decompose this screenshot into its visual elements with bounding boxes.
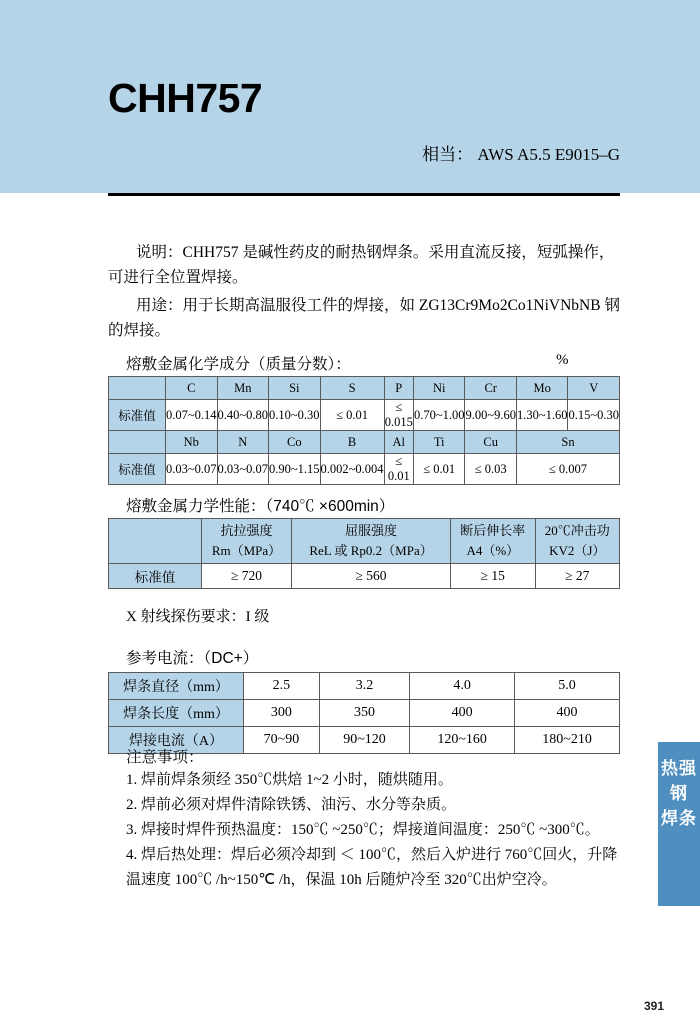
mech-header-tensile-line1: 抗拉强度	[220, 523, 273, 538]
page-title: CHH757	[108, 75, 263, 121]
chem-unit-label: %	[556, 352, 569, 368]
mech-row-label: 标准值	[109, 564, 202, 589]
notes-title: 注意事项：	[126, 749, 204, 766]
chem-value-nb: 0.03~0.07	[166, 454, 218, 485]
chem-value-c: 0.07~0.14	[166, 400, 218, 431]
chem-value-s: ≤ 0.01	[320, 400, 384, 431]
current-row-label-length: 焊条长度（mm）	[109, 700, 244, 727]
current-length-2: 350	[319, 700, 409, 727]
usage-paragraph: 用途：用于长期高温服役工件的焊接，如 ZG13Cr9Mo2Co1NiVNbNB 钢的焊接。	[108, 297, 620, 339]
side-tab-line2: 焊条	[661, 809, 697, 828]
reference-current-table	[108, 672, 620, 754]
mech-header-impact	[535, 519, 619, 564]
mech-header-elongation-line2: A4（%）	[466, 543, 520, 558]
chem-section-title: 熔敷金属化学成分（质量分数）：	[126, 356, 351, 373]
side-tab-category	[658, 742, 700, 906]
chem-corner-cell-2	[109, 431, 166, 454]
current-diameter-4: 5.0	[515, 673, 620, 700]
table-row	[109, 673, 620, 700]
chem-header-cu: Cu	[465, 431, 517, 454]
chem-value-sn: ≤ 0.007	[516, 454, 619, 485]
chem-row-label-2: 标准值	[109, 454, 166, 485]
header-divider	[108, 193, 620, 196]
chem-value-ti: ≤ 0.01	[413, 454, 465, 485]
chem-row-label-1: 标准值	[109, 400, 166, 431]
mech-value-tensile: ≥ 720	[202, 564, 292, 589]
mech-header-yield	[291, 519, 450, 564]
current-length-3: 400	[410, 700, 515, 727]
description-paragraph: 说明：CHH757 是碱性药皮的耐热钢焊条。采用直流反接，短弧操作，可进行全位置焊接。	[108, 244, 615, 286]
mech-value-impact: ≥ 27	[535, 564, 619, 589]
chem-header-cr: Cr	[465, 377, 517, 400]
note-item-3: 3. 焊接时焊件预热温度：150℃ ~250℃；焊接道间温度：250℃ ~300℃。	[126, 822, 600, 838]
table-row	[109, 377, 620, 400]
mech-header-tensile	[202, 519, 292, 564]
page-number: 391	[643, 999, 664, 1013]
chem-value-al: ≤ 0.01	[384, 454, 413, 485]
chem-value-v: 0.15~0.30	[568, 400, 620, 431]
chem-header-sn: Sn	[516, 431, 619, 454]
mech-header-yield-line2: ReL 或 Rp0.2（MPa）	[309, 543, 433, 558]
chem-header-si: Si	[269, 377, 321, 400]
mech-value-elongation: ≥ 15	[451, 564, 535, 589]
chem-value-co: 0.90~1.15	[269, 454, 321, 485]
table-row	[109, 431, 620, 454]
current-amperage-2: 90~120	[319, 727, 409, 754]
table-row	[109, 400, 620, 431]
current-length-1: 300	[244, 700, 320, 727]
current-diameter-1: 2.5	[244, 673, 320, 700]
mech-header-impact-line1: 20℃冲击功	[544, 523, 610, 538]
chemical-composition-table	[108, 376, 620, 485]
chem-header-al: Al	[384, 431, 413, 454]
chem-header-nb: Nb	[166, 431, 218, 454]
current-row-label-diameter: 焊条直径（mm）	[109, 673, 244, 700]
mech-corner-cell	[109, 519, 202, 564]
current-section-title: 参考电流：（DC+）	[126, 650, 259, 667]
note-item-1: 1. 焊前焊条须经 350℃烘焙 1~2 小时，随烘随用。	[126, 772, 453, 788]
chem-header-ni: Ni	[413, 377, 465, 400]
chem-header-n: N	[217, 431, 269, 454]
mechanical-properties-table	[108, 518, 620, 589]
table-row	[109, 454, 620, 485]
table-row	[109, 564, 620, 589]
chem-value-mn: 0.40~0.80	[217, 400, 269, 431]
current-diameter-3: 4.0	[410, 673, 515, 700]
current-amperage-3: 120~160	[410, 727, 515, 754]
current-row-label-amperage: 焊接电流（A）	[109, 727, 244, 754]
mech-header-elongation	[451, 519, 535, 564]
mech-header-tensile-line2: Rm（MPa）	[211, 543, 282, 558]
side-tab-line1: 热强钢	[661, 759, 697, 803]
chem-header-b: B	[320, 431, 384, 454]
chem-value-b: 0.002~0.004	[320, 454, 384, 485]
note-item-2: 2. 焊前必须对焊件清除铁锈、油污、水分等杂质。	[126, 797, 457, 813]
table-row	[109, 519, 620, 564]
chem-header-c: C	[166, 377, 218, 400]
note-item-4: 4. 焊后热处理：焊后必须冷却到 ＜ 100℃，然后入炉进行 760℃回火，升降温速度 100℃ /h~150℃ /h，保温 10h 后随炉冷至 320℃出炉空冷。	[126, 847, 618, 888]
chem-value-ni: 0.70~1.00	[413, 400, 465, 431]
mech-header-elongation-line1: 断后伸长率	[460, 523, 526, 538]
xray-requirement: X 射线探伤要求：I 级	[126, 609, 270, 625]
chem-corner-cell	[109, 377, 166, 400]
chem-value-mo: 1.30~1.60	[516, 400, 568, 431]
chem-header-mo: Mo	[516, 377, 568, 400]
equivalent-standard: 相当： AWS A5.5 E9015–G	[422, 145, 620, 164]
chem-value-p: ≤ 0.015	[384, 400, 413, 429]
chem-header-co: Co	[269, 431, 321, 454]
current-amperage-4: 180~210	[515, 727, 620, 754]
chem-header-v: V	[568, 377, 620, 400]
current-length-4: 400	[515, 700, 620, 727]
mech-header-yield-line1: 屈服强度	[345, 523, 398, 538]
mech-section-title: 熔敷金属力学性能：（740℃ ×600min）	[126, 498, 395, 515]
chem-value-cu: ≤ 0.03	[465, 454, 517, 485]
chem-header-p: P	[384, 377, 413, 400]
chem-value-n: 0.03~0.07	[217, 454, 269, 485]
chem-value-cr: 9.00~9.60	[465, 400, 517, 431]
chem-value-si: 0.10~0.30	[269, 400, 321, 431]
chem-header-mn: Mn	[217, 377, 269, 400]
mech-value-yield: ≥ 560	[291, 564, 450, 589]
mech-header-impact-line2: KV2（J）	[549, 543, 606, 558]
chem-header-s: S	[320, 377, 384, 400]
chem-header-ti: Ti	[413, 431, 465, 454]
current-amperage-1: 70~90	[244, 727, 320, 754]
current-diameter-2: 3.2	[319, 673, 409, 700]
table-row	[109, 700, 620, 727]
